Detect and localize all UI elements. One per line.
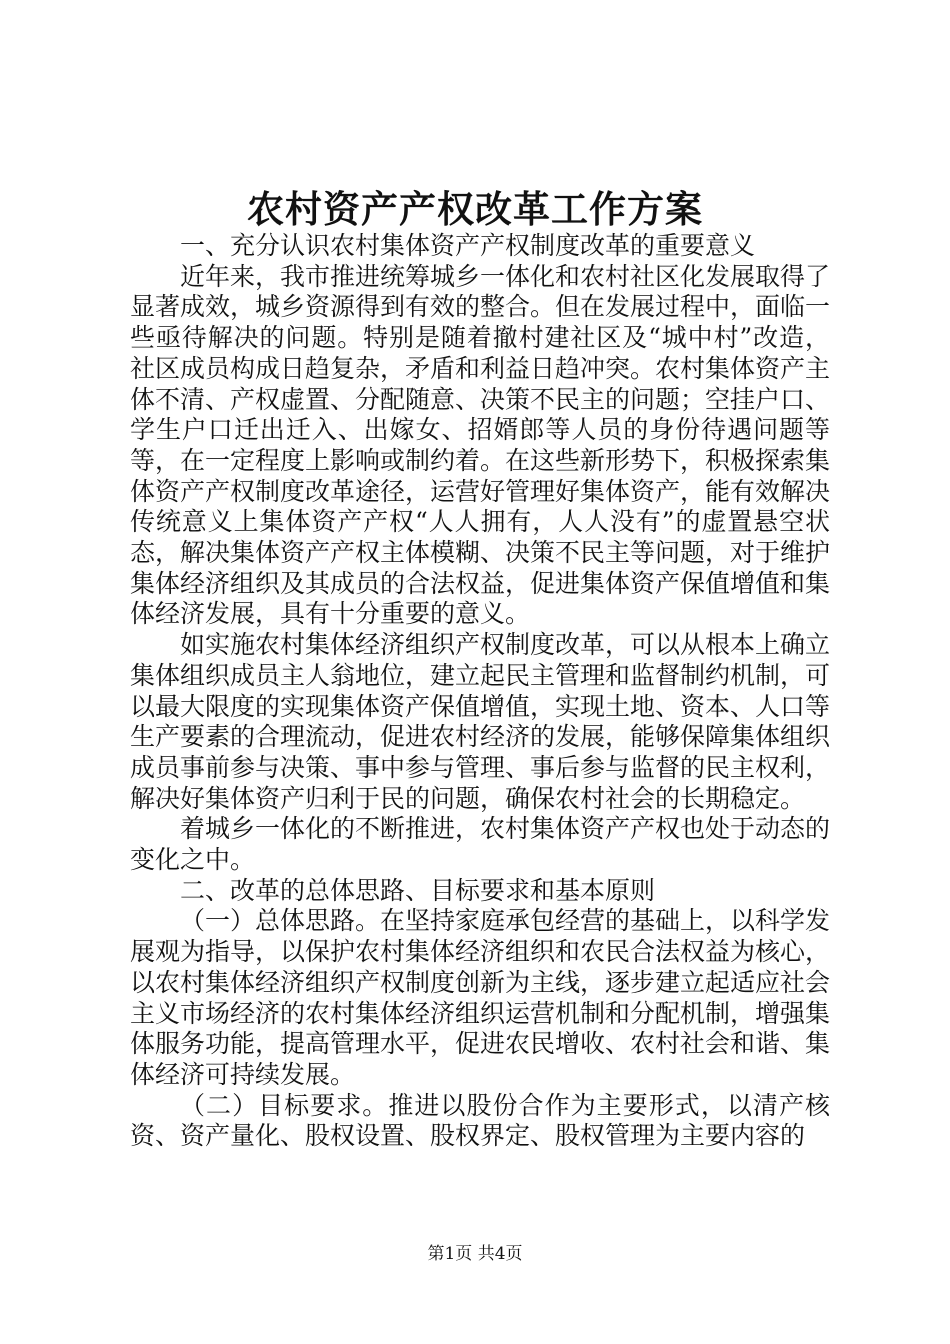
document-title: 农村资产产权改革工作方案 [247,187,703,231]
paragraph-background: 近年来，我市推进统筹城乡一体化和农村社区化发展取得了显著成效，城乡资源得到有效的整合。但在发展过程中，面临一些亟待解决的问题。特别是随着撤村建社区及“城中村”改造，社区成员构成日趋复杂，矛盾和利益日趋冲突。农村集体资产主体不清、产权虚置、分配随意、决策不民主的问题；空挂户口、学生户口迁出迁入、出嫁女、招婿郎等人员的身份待遇问题等等，在一定程度上影响或制约着。在这些新形势下，积极探索集体资产产权制度改革途径，运营好管理好集体资产，能有效解决传统意义上集体资产产权“人人拥有，人人没有”的虚置悬空状态，解决集体资产产权主体模糊、决策不民主等问题，对于维护集体经济组织及其成员的合法权益，促进集体资产保值增值和集体经济发展，具有十分重要的意义。 [130,261,831,629]
paragraph-dynamic-change: 着城乡一体化的不断推进，农村集体资产产权也处于动态的变化之中。 [130,814,831,875]
document-body [130,231,830,1152]
paragraph-benefits: 如实施农村集体经济组织产权制度改革，可以从根本上确立集体组织成员主人翁地位，建立起民主管理和监督制约机制，可以最大限度的实现集体资产保值增值，实现土地、资本、人口等生产要素的合理流动，促进农村经济的发展，能够保障集体组织成员事前参与决策、事中参与管理、事后参与监督的民主权利，解决好集体资产归利于民的问题，确保农村社会的长期稳定。 [130,630,831,813]
page-footer: 第1页 共4页 [427,1244,523,1264]
paragraph-target-requirements: （二）目标要求。推进以股份合作为主要形式，以清产核资、资产量化、股权设置、股权界定、股权管理为主要内容的 [130,1090,830,1151]
paragraph-overall-approach: （一）总体思路。在坚持家庭承包经营的基础上，以科学发展观为指导，以保护农村集体经济组织和农民合法权益为核心，以农村集体经济组织产权制度创新为主线，逐步建立起适应社会主义市场经济的农村集体经济组织运营机制和分配机制，增强集体服务功能，提高管理水平，促进农民增收、农村社会和谐、集体经济可持续发展。 [130,906,831,1089]
section-heading-2: 二、改革的总体思路、目标要求和基本原则 [180,875,656,905]
section-heading-1: 一、充分认识农村集体资产产权制度改革的重要意义 [180,231,756,260]
